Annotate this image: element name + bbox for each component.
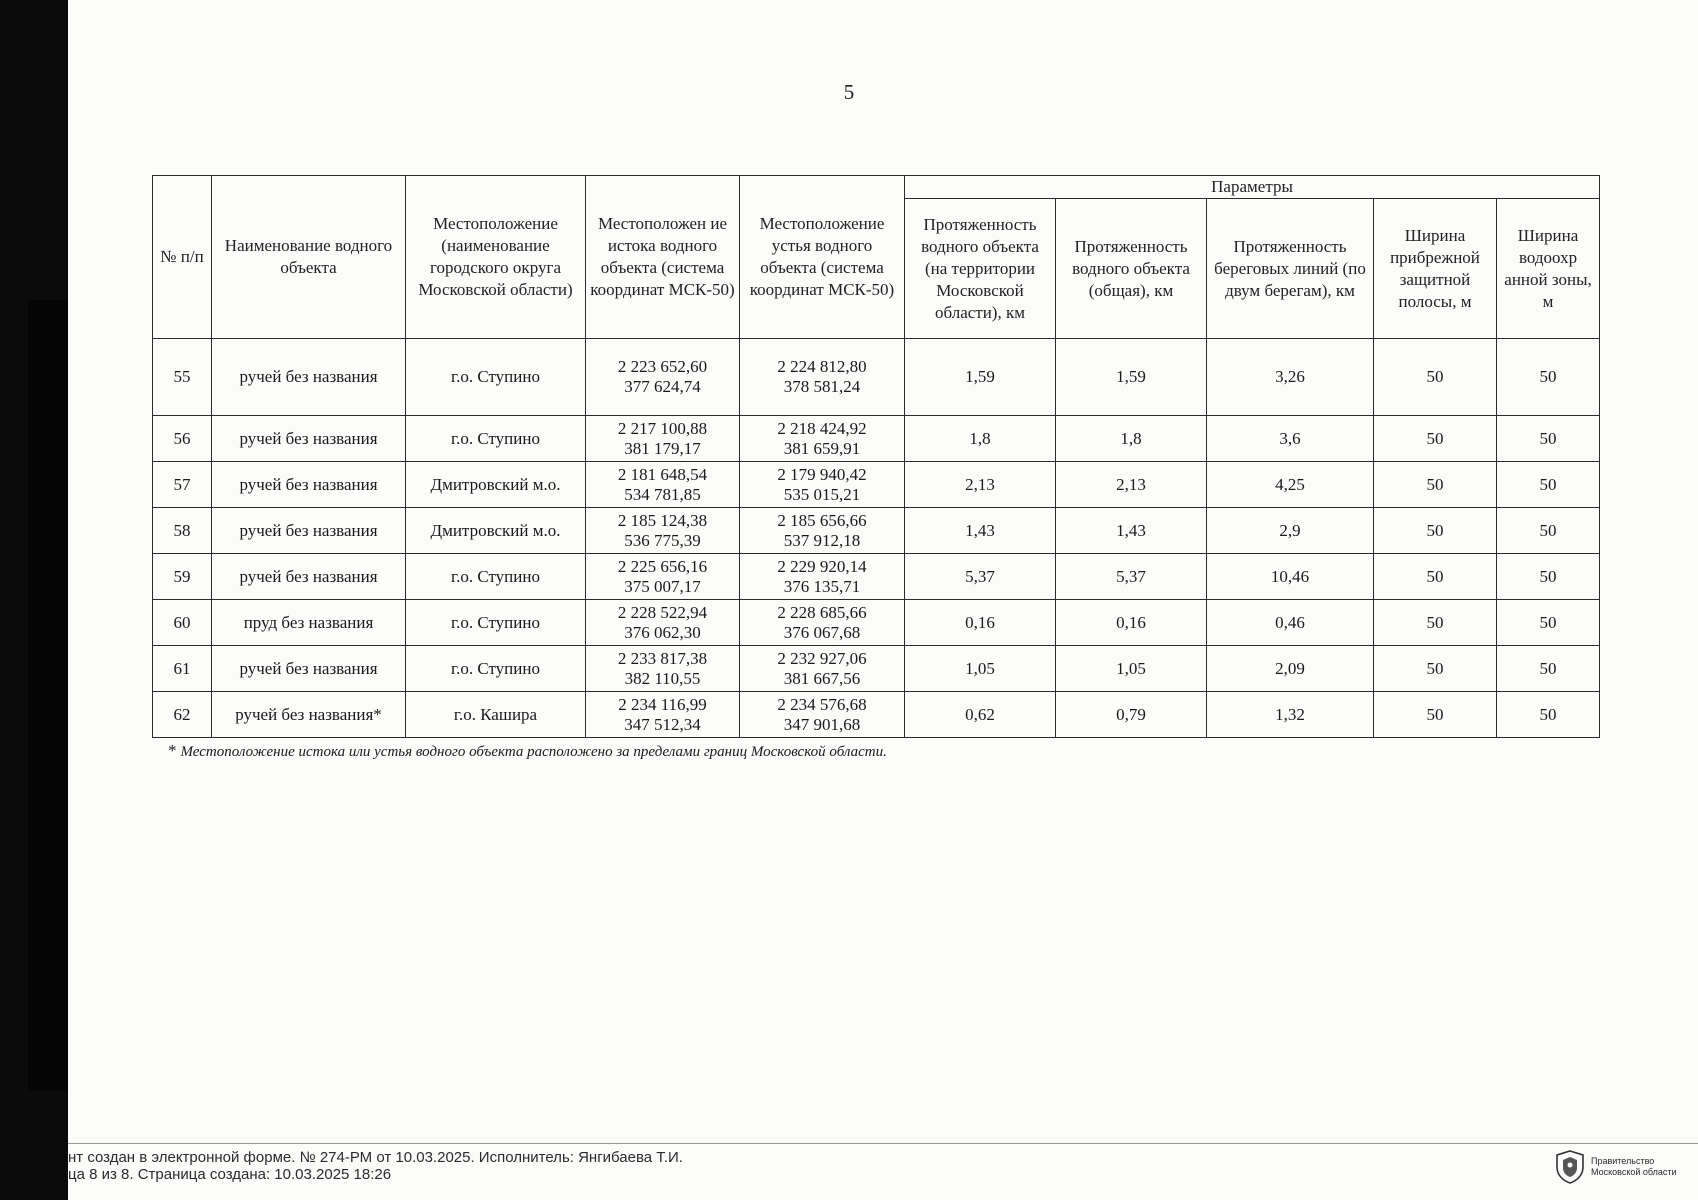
cell-length-total: 0,16 — [1056, 600, 1207, 646]
table-row — [153, 600, 1600, 646]
table-row — [153, 646, 1600, 692]
cell-mouth — [740, 462, 905, 508]
cell-source-value: 2 233 817,38 — [617, 648, 708, 668]
cell-length-total: 1,05 — [1056, 646, 1207, 692]
cell-mouth — [740, 646, 905, 692]
cell-mouth-value: 2 224 812,80 — [777, 357, 867, 376]
cell-shore-length: 0,46 — [1207, 600, 1374, 646]
cell-mouth — [740, 692, 905, 738]
cell-source — [586, 416, 740, 462]
footer-line-2: ца 8 из 8. Страница создана: 10.03.2025 18:26 — [68, 1166, 392, 1183]
cell-length-mo: 1,05 — [905, 646, 1056, 692]
cell-num: 62 — [153, 692, 212, 738]
cell-source-value: 2 234 116,99 — [618, 694, 707, 714]
water-objects-table — [152, 175, 1600, 738]
table-row — [153, 554, 1600, 600]
cell-shore-length: 1,32 — [1207, 692, 1374, 738]
header-coastal-width: Ширина прибрежной защитной полосы, м — [1374, 199, 1497, 339]
cell-num: 59 — [153, 554, 212, 600]
cell-coastal-width: 50 — [1374, 416, 1497, 462]
cell-coastal-width: 50 — [1374, 600, 1497, 646]
header-mouth: Местоположение устья водного объекта (система координат МСК-50) — [740, 176, 905, 339]
cell-shore-length: 2,9 — [1207, 508, 1374, 554]
cell-name: ручей без названия — [212, 508, 406, 554]
cell-num: 57 — [153, 462, 212, 508]
cell-source-value: 534 781,85 — [624, 484, 701, 504]
cell-mouth-value: 381 659,91 — [783, 438, 861, 458]
cell-location: Дмитровский м.о. — [406, 462, 586, 508]
cell-shore-length: 10,46 — [1207, 554, 1374, 600]
cell-source-value: 2 217 100,88 — [617, 418, 708, 438]
cell-shore-length: 2,09 — [1207, 646, 1374, 692]
cell-mouth-value: 378 581,24 — [783, 377, 861, 396]
cell-source-value: 377 624,74 — [624, 377, 701, 396]
government-logo — [1555, 1150, 1677, 1184]
cell-num: 58 — [153, 508, 212, 554]
cell-location: г.о. Ступино — [406, 646, 586, 692]
page-number: 5 — [843, 80, 855, 104]
government-name — [1591, 1156, 1677, 1178]
table-row — [153, 416, 1600, 462]
cell-length-total: 1,43 — [1056, 508, 1207, 554]
header-length-total: Протяженность водного объекта (общая), км — [1056, 199, 1207, 339]
cell-location: г.о. Ступино — [406, 339, 586, 416]
cell-source — [586, 646, 740, 692]
footer-rule — [68, 1143, 1698, 1144]
cell-coastal-width: 50 — [1374, 508, 1497, 554]
header-num: № п/п — [153, 176, 212, 339]
cell-mouth-value: 376 067,68 — [783, 622, 861, 642]
cell-location: г.о. Ступино — [406, 600, 586, 646]
cell-name: пруд без названия — [212, 600, 406, 646]
cell-name: ручей без названия — [212, 646, 406, 692]
cell-source-value: 2 225 656,16 — [617, 556, 708, 576]
cell-length-total: 1,8 — [1056, 416, 1207, 462]
cell-coastal-width: 50 — [1374, 339, 1497, 416]
cell-length-total: 5,37 — [1056, 554, 1207, 600]
cell-name: ручей без названия — [212, 416, 406, 462]
cell-source-value: 2 223 652,60 — [617, 357, 708, 376]
cell-location: г.о. Ступино — [406, 416, 586, 462]
cell-source-value: 382 110,55 — [624, 668, 701, 688]
cell-mouth-value: 535 015,21 — [783, 484, 861, 504]
cell-length-mo: 5,37 — [905, 554, 1056, 600]
header-length-mo: Протяженность водного объекта (на территории Московской области), км — [905, 199, 1056, 339]
footnote-mark: * — [168, 741, 177, 760]
cell-num: 60 — [153, 600, 212, 646]
footer-line-1: нт создан в электронной форме. № 274-РМ от 10.03.2025. Исполнитель: Янгибаева Т.И. — [68, 1149, 683, 1166]
table-row — [153, 339, 1600, 416]
header-params: Параметры — [905, 176, 1600, 199]
cell-coastal-width: 50 — [1374, 646, 1497, 692]
header-location: Местоположение (наименование городского округа Московской области) — [406, 176, 586, 339]
government-name-line-1: Правительство — [1591, 1156, 1655, 1166]
cell-length-mo: 1,43 — [905, 508, 1056, 554]
cell-num: 61 — [153, 646, 212, 692]
cell-location: г.о. Кашира — [406, 692, 586, 738]
cell-name: ручей без названия — [212, 554, 406, 600]
cell-name: ручей без названия* — [212, 692, 406, 738]
cell-length-mo: 1,8 — [905, 416, 1056, 462]
cell-num: 55 — [153, 339, 212, 416]
cell-name: ручей без названия — [212, 339, 406, 416]
cell-mouth-value: 537 912,18 — [783, 530, 861, 550]
cell-length-mo: 0,16 — [905, 600, 1056, 646]
cell-location: г.о. Ступино — [406, 554, 586, 600]
cell-coastal-width: 50 — [1374, 554, 1497, 600]
cell-waterprotect-width: 50 — [1497, 600, 1600, 646]
scan-left-edge — [0, 0, 68, 1200]
cell-source-value: 2 181 648,54 — [617, 464, 708, 484]
cell-length-total: 2,13 — [1056, 462, 1207, 508]
government-name-line-2: Московской области — [1591, 1167, 1677, 1177]
cell-source-value: 375 007,17 — [624, 576, 701, 596]
cell-source-value: 2 228 522,94 — [617, 602, 708, 622]
header-shore-length: Протяженность береговых линий (по двум берегам), км — [1207, 199, 1374, 339]
cell-mouth-value: 2 232 927,06 — [777, 648, 867, 668]
cell-mouth-value: 376 135,71 — [783, 576, 861, 596]
cell-coastal-width: 50 — [1374, 462, 1497, 508]
cell-source — [586, 339, 740, 416]
cell-source — [586, 462, 740, 508]
cell-mouth-value: 2 179 940,42 — [777, 464, 867, 484]
cell-shore-length: 4,25 — [1207, 462, 1374, 508]
footnote — [168, 741, 887, 761]
cell-length-total: 1,59 — [1056, 339, 1207, 416]
cell-waterprotect-width: 50 — [1497, 646, 1600, 692]
header-waterprotect-width: Ширина водоохр анной зоны, м — [1497, 199, 1600, 339]
table-row — [153, 508, 1600, 554]
header-name: Наименование водного объекта — [212, 176, 406, 339]
cell-source-value: 2 185 124,38 — [617, 510, 708, 530]
cell-shore-length: 3,6 — [1207, 416, 1374, 462]
table-row — [153, 692, 1600, 738]
cell-source — [586, 508, 740, 554]
cell-length-mo: 1,59 — [905, 339, 1056, 416]
cell-name: ручей без названия — [212, 462, 406, 508]
cell-waterprotect-width: 50 — [1497, 554, 1600, 600]
cell-source-value: 376 062,30 — [624, 622, 701, 642]
cell-length-mo: 2,13 — [905, 462, 1056, 508]
cell-source-value: 536 775,39 — [624, 530, 701, 550]
cell-waterprotect-width: 50 — [1497, 462, 1600, 508]
cell-mouth — [740, 554, 905, 600]
cell-source-value: 347 512,34 — [624, 714, 701, 734]
cell-mouth — [740, 416, 905, 462]
cell-mouth-value: 2 234 576,68 — [777, 694, 867, 714]
scan-edge-shadow — [28, 300, 68, 1090]
cell-waterprotect-width: 50 — [1497, 339, 1600, 416]
cell-waterprotect-width: 50 — [1497, 508, 1600, 554]
cell-mouth-value: 2 218 424,92 — [777, 418, 867, 438]
footnote-text: Местоположение истока или устья водного объекта расположено за пределами границ Московской области. — [180, 744, 887, 760]
cell-length-total: 0,79 — [1056, 692, 1207, 738]
cell-mouth-value: 2 185 656,66 — [777, 510, 867, 530]
cell-length-mo: 0,62 — [905, 692, 1056, 738]
cell-waterprotect-width: 50 — [1497, 416, 1600, 462]
header-source: Местоположен ие истока водного объекта (система координат МСК-50) — [586, 176, 740, 339]
cell-source — [586, 692, 740, 738]
footer-info — [68, 1149, 683, 1183]
coat-of-arms-icon — [1555, 1150, 1585, 1184]
cell-coastal-width: 50 — [1374, 692, 1497, 738]
cell-num: 56 — [153, 416, 212, 462]
cell-mouth-value: 347 901,68 — [783, 714, 861, 734]
cell-mouth-value: 2 229 920,14 — [777, 556, 867, 576]
cell-waterprotect-width: 50 — [1497, 692, 1600, 738]
cell-location: Дмитровский м.о. — [406, 508, 586, 554]
cell-mouth-value: 2 228 685,66 — [777, 602, 867, 622]
cell-source-value: 381 179,17 — [624, 438, 701, 458]
cell-source — [586, 554, 740, 600]
cell-mouth-value: 381 667,56 — [783, 668, 861, 688]
cell-shore-length: 3,26 — [1207, 339, 1374, 416]
cell-mouth — [740, 600, 905, 646]
table-row — [153, 462, 1600, 508]
cell-mouth — [740, 339, 905, 416]
cell-mouth — [740, 508, 905, 554]
cell-source — [586, 600, 740, 646]
